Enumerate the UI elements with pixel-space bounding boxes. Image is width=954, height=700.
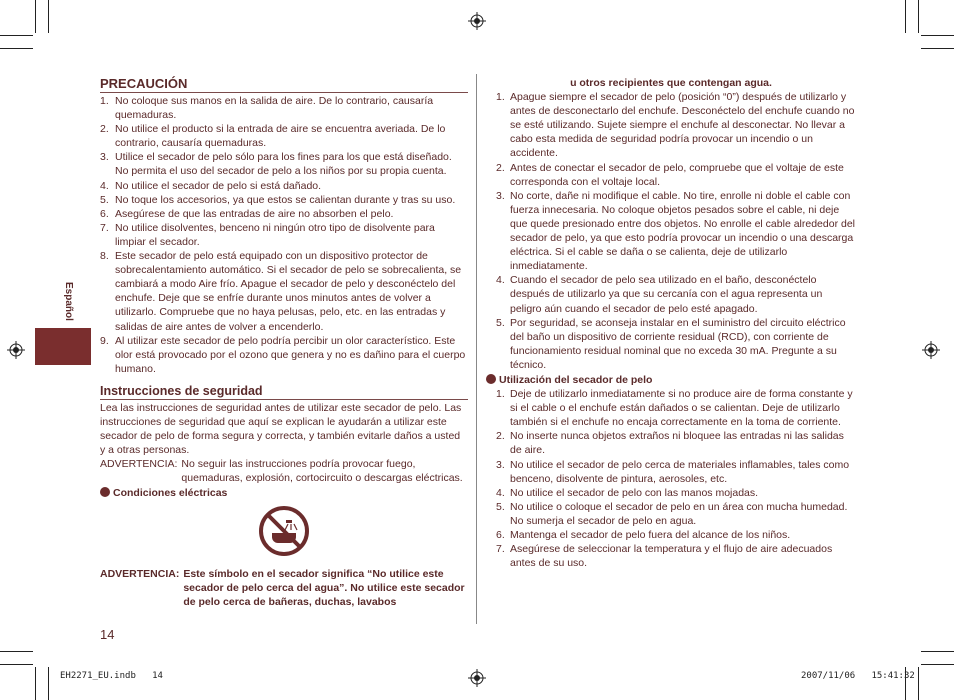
- right-column: [486, 76, 856, 570]
- list-item: [486, 486, 856, 500]
- column-divider: [476, 74, 477, 624]
- list-item-text: Por seguridad, se aconseja instalar en el suministro del circuito eléctrico del baño un dispositivo de corriente residual (RCD), con corriente de funcionamiento residual nominal que no exceda 30 mA. Pregunte a su técnico.: [510, 316, 846, 371]
- seguridad-heading: Instrucciones de seguridad: [100, 384, 468, 400]
- list-item-number: 4.: [496, 274, 505, 287]
- advertencia2-block: [100, 567, 468, 609]
- page-number: 14: [100, 627, 115, 642]
- crop-mark: [0, 35, 33, 36]
- footer-date: 2007/11/06: [801, 671, 856, 681]
- condiciones-label: Condiciones eléctricas: [113, 487, 228, 500]
- list-item-number: 3.: [496, 458, 505, 471]
- precaucion-list: [100, 94, 468, 376]
- list-item-text: No utilice el producto si la entrada de aire se encuentra averiada. De lo contrario, causaría quemaduras.: [115, 123, 446, 150]
- crop-mark: [918, 0, 919, 33]
- electric-list: [486, 90, 856, 372]
- list-item-text: No utilice disolventes, benceno ni ningún otro tipo de disolvente para limpiar el secador.: [115, 221, 435, 248]
- list-item: [486, 387, 856, 429]
- list-item-text: Asegúrese de seleccionar la temperatura y el flujo de aire adecuados antes de su uso.: [510, 543, 833, 570]
- list-item-text: No toque los accesorios, ya que estos se calientan durante y tras su uso.: [115, 193, 456, 206]
- list-item: [100, 221, 468, 249]
- registration-mark-icon: [7, 341, 25, 359]
- list-item-text: No utilice el secador de pelo cerca de materiales inflamables, tales como benceno, disolvente de pintura, aerosoles, etc.: [510, 458, 850, 485]
- utilizacion-label: Utilización del secador de pelo: [499, 373, 653, 386]
- advertencia-block: [100, 457, 468, 485]
- list-item-text: Deje de utilizarlo inmediatamente si no produce aire de forma constante y si el cable o el enchufe están dañados o se calientan. Deje de utilizarlo también si el enchufe no encaja correctamente en la toma de corriente.: [510, 388, 853, 429]
- utilizacion-heading: [486, 373, 856, 387]
- list-item-number: 6.: [496, 529, 505, 541]
- list-item-number: 3.: [496, 189, 505, 202]
- advertencia-label: ADVERTENCIA:: [100, 458, 178, 471]
- list-item: [486, 458, 856, 486]
- list-item: [100, 122, 468, 150]
- list-item-number: 5.: [100, 193, 109, 206]
- list-item-text: No inserte nunca objetos extraños ni bloquee las entradas ni las salidas de aire.: [510, 430, 844, 457]
- crop-mark: [0, 651, 33, 652]
- list-item: [100, 150, 468, 178]
- list-item-number: 2.: [496, 161, 505, 174]
- continued-text: u otros recipientes que contengan agua.: [570, 77, 772, 89]
- crop-mark: [35, 0, 36, 33]
- list-item-text: No utilice o coloque el secador de pelo en un área con mucha humedad. No sumerja el secador de pelo en agua.: [510, 500, 848, 527]
- left-column: [100, 76, 468, 609]
- list-item-number: 1.: [100, 95, 109, 107]
- precaucion-heading: PRECAUCIÓN: [100, 76, 468, 93]
- bullet-icon: [100, 487, 110, 497]
- list-item: [100, 249, 468, 334]
- list-item-number: 5.: [496, 316, 505, 329]
- list-item-text: No coloque sus manos en la salida de aire. De lo contrario, causaría quemaduras.: [115, 95, 434, 122]
- condiciones-heading: [100, 486, 468, 500]
- list-item-number: 7.: [496, 543, 505, 556]
- list-item: [100, 179, 468, 193]
- crop-mark: [48, 667, 49, 700]
- registration-mark-icon: [922, 341, 940, 359]
- list-item-text: No utilice el secador de pelo si está dañado.: [115, 179, 322, 192]
- crop-mark: [921, 35, 954, 36]
- list-item: [486, 429, 856, 457]
- symbol-container: [100, 505, 468, 561]
- list-item-text: No utilice el secador de pelo con las manos mojadas.: [510, 486, 759, 499]
- list-item-number: 9.: [100, 334, 109, 347]
- language-tab: [35, 328, 91, 365]
- list-item-number: 3.: [100, 151, 109, 164]
- list-item: [486, 161, 856, 189]
- advertencia-text: No seguir las instrucciones podría provocar fuego, quemaduras, explosión, cortocircuito o descargas eléctricas.: [181, 458, 463, 485]
- utilizacion-list: [486, 387, 856, 570]
- crop-mark: [921, 664, 954, 665]
- footer-page: 14: [152, 671, 163, 681]
- list-item-text: Este secador de pelo está equipado con un dispositivo protector de sobrecalentamiento automático. Si el secador de pelo se sobrecalienta, se cambiará a modo Aire frío. Apague el secador de pelo y desconéctelo del enchufe. Deje que se enfríe durante unos minutos antes de volver a utilizarlo. Compruebe que no haya pelusas, pelo, etc. en las entradas y salidas de aire antes de volver a encenderlo.: [115, 250, 462, 333]
- list-item: [100, 207, 468, 221]
- list-item-number: 2.: [496, 430, 505, 443]
- list-item-number: 7.: [100, 221, 109, 234]
- list-item-text: No corte, dañe ni modifique el cable. No tire, enrolle ni doble el cable con fuerza innecesaria. No coloque objetos pesados sobre el cable, ni deje que quede presionado entre dos objetos. No enrolle el cable alrededor del secador de pelo, ya que esto podría provocar un incendio o una descarga eléctrica. Si el cable se daña o se calienta, deje de utilizarlo inmediatamente.: [510, 189, 855, 273]
- crop-mark: [905, 0, 906, 33]
- list-item: [486, 90, 856, 160]
- list-item: [486, 316, 856, 372]
- list-item: [486, 542, 856, 570]
- list-item: [486, 500, 856, 528]
- crop-mark: [921, 48, 954, 49]
- list-item: [100, 334, 468, 376]
- footer-time: 15:41:32: [871, 671, 915, 681]
- advertencia2-label: ADVERTENCIA:: [100, 567, 180, 580]
- registration-mark-icon: [468, 12, 486, 30]
- list-item-number: 1.: [496, 91, 505, 104]
- crop-mark: [0, 664, 33, 665]
- list-item-text: Mantenga el secador de pelo fuera del alcance de los niños.: [510, 529, 791, 541]
- list-item: [486, 189, 856, 274]
- list-item-text: Utilice el secador de pelo sólo para los fines para los que está diseñado. No permita el uso del secador de pelo a los niños por su propia cuenta.: [115, 151, 452, 178]
- list-item: [486, 273, 856, 315]
- advertencia2-text: Este símbolo en el secador significa “No utilice este secador de pelo cerca del agua”. No utilice este secador de pelo cerca de bañeras, duchas, lavabos: [183, 567, 465, 608]
- list-item-number: 8.: [100, 250, 109, 263]
- seguridad-intro: Lea las instrucciones de seguridad antes de utilizar este secador de pelo. Las instrucciones de seguridad que aquí se explican le ayudarán a utilizar este secador de pelo de forma segura y correcta, y también evitarle daños a usted y a otras personas.: [100, 401, 462, 457]
- crop-mark: [35, 667, 36, 700]
- footer-file: [60, 671, 163, 681]
- list-item-number: 4.: [496, 486, 505, 499]
- crop-mark: [921, 651, 954, 652]
- crop-mark: [918, 667, 919, 700]
- list-item: [486, 528, 856, 542]
- crop-mark: [48, 0, 49, 33]
- crop-mark: [0, 48, 33, 49]
- no-water-bath-icon: [258, 505, 310, 557]
- list-item-text: Cuando el secador de pelo sea utilizado en el baño, desconéctelo después de utilizarlo ya que su cercanía con el agua representa un peligro aún cuando el secador de pelo esté apagado.: [510, 274, 823, 315]
- language-tab-label: Español: [63, 282, 74, 321]
- list-item-number: 6.: [100, 207, 109, 220]
- list-item-number: 1.: [496, 388, 505, 401]
- list-item-text: Apague siempre el secador de pelo (posición “0”) después de utilizarlo y antes de desconectarlo del enchufe. Desconéctelo del enchufe cuando no se esté utilizando. Sujete siempre el enchufe al desconectar. No llevar a cabo esta medida de seguridad podría provocar un incendio o un accidente.: [510, 91, 855, 160]
- list-item-text: Asegúrese de que las entradas de aire no absorben el pelo.: [115, 207, 394, 220]
- registration-mark-icon: [468, 669, 486, 687]
- list-item-text: Al utilizar este secador de pelo podría percibir un olor característico. Este olor está provocado por el ozono que genera y no es dañino para el cuerpo humano.: [115, 334, 466, 375]
- bullet-icon: [486, 374, 496, 384]
- list-item-number: 4.: [100, 179, 109, 192]
- list-item: [100, 94, 468, 122]
- footer-file-name: EH2271_EU.indb: [60, 671, 136, 681]
- list-item-number: 2.: [100, 123, 109, 136]
- list-item-number: 5.: [496, 500, 505, 513]
- list-item: [100, 193, 468, 207]
- footer-timestamp: [801, 671, 915, 681]
- list-item-text: Antes de conectar el secador de pelo, compruebe que el voltaje de este corresponda con el voltaje local.: [510, 161, 844, 188]
